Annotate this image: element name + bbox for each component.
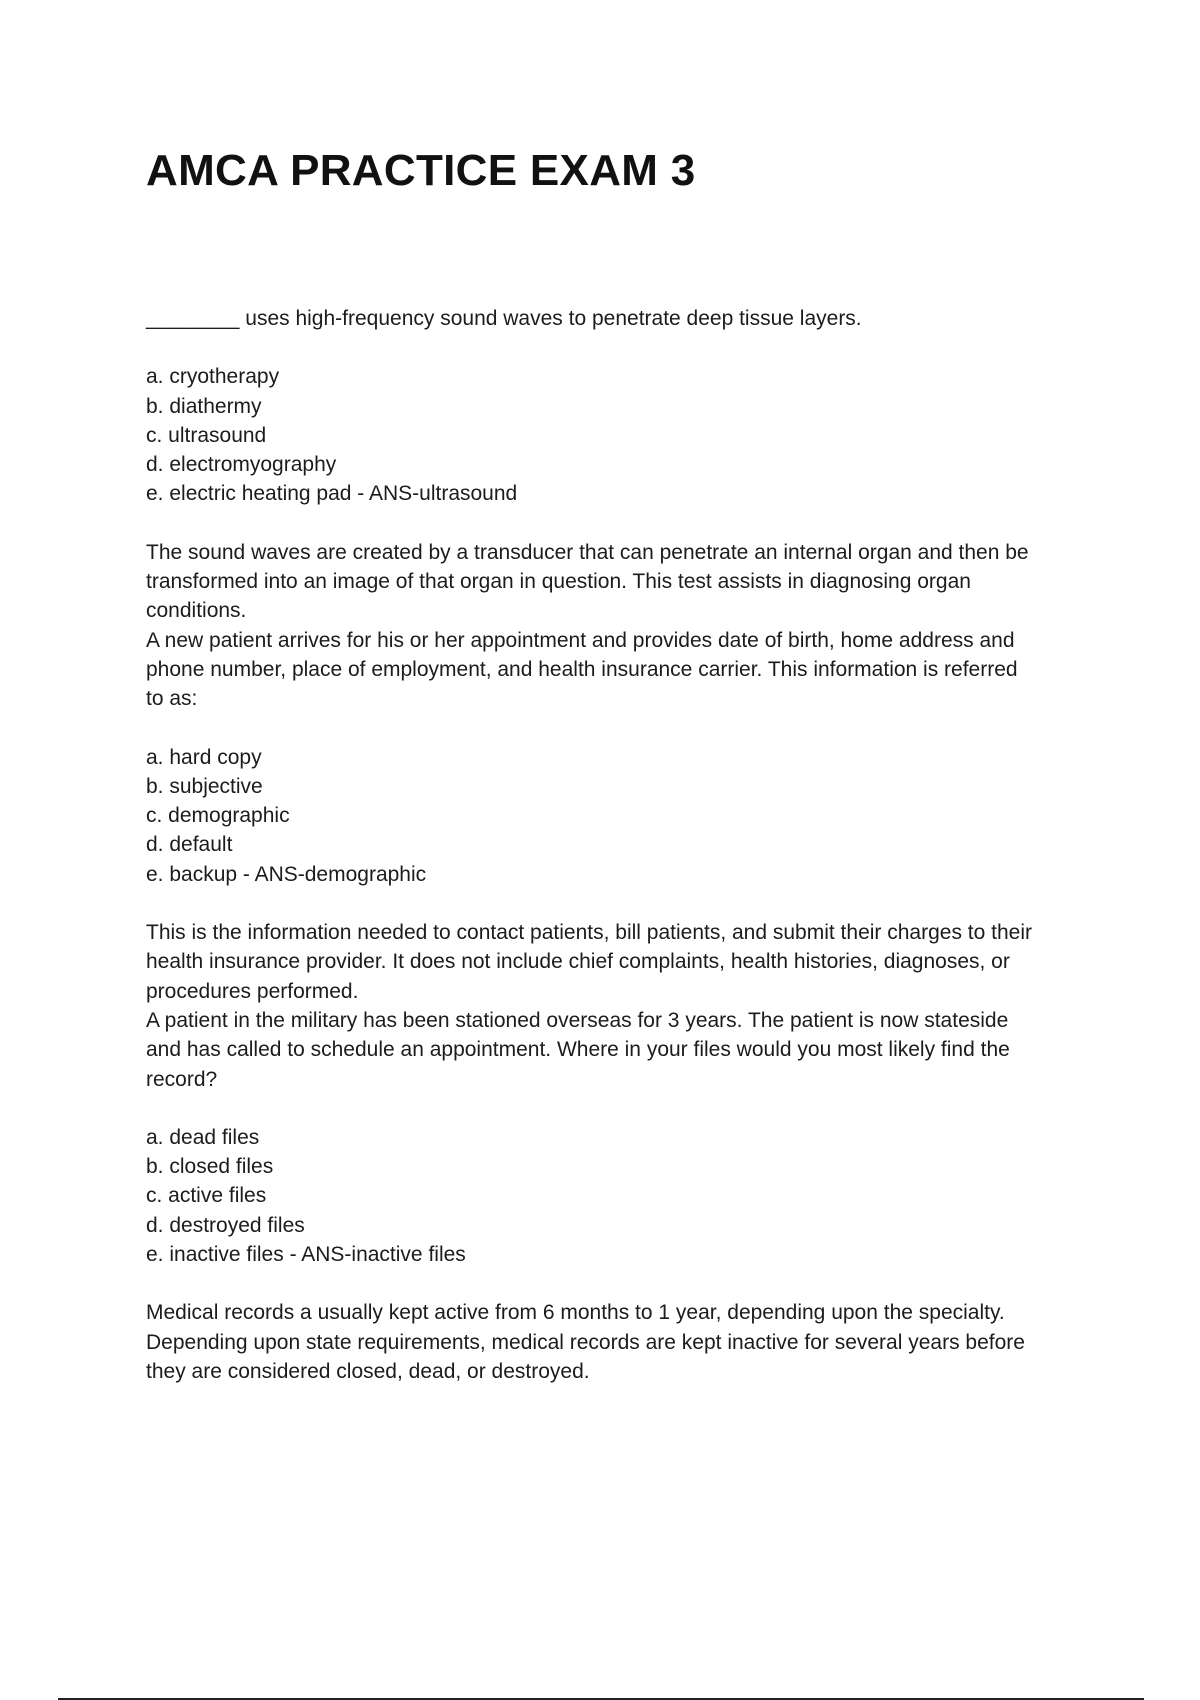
- answer-option: d. electromyography: [146, 453, 337, 477]
- answer-option: c. active files: [146, 1184, 267, 1208]
- explanation-line: conditions.: [146, 599, 247, 623]
- answer-explanation: [146, 1298, 1086, 1386]
- explanation-line: they are considered closed, dead, or destroyed.: [146, 1359, 590, 1383]
- answer-option: a. hard copy: [146, 745, 262, 769]
- explanation-line: This is the information needed to contact patients, bill patients, and submit their charges to their: [146, 921, 1032, 945]
- answer-option: e. inactive files - ANS-inactive files: [146, 1243, 466, 1267]
- answer-option: d. destroyed files: [146, 1213, 305, 1237]
- question-stem-line: and has called to schedule an appointment. Where in your files would you most likely find the: [146, 1038, 1010, 1062]
- question-stem-line: record?: [146, 1067, 218, 1091]
- question-stem-line: A patient in the military has been stationed overseas for 3 years. The patient is now stateside: [146, 1008, 1009, 1032]
- page-title: AMCA PRACTICE EXAM 3: [146, 146, 696, 195]
- explanation-line: transformed into an image of that organ in question. This test assists in diagnosing organ: [146, 570, 971, 594]
- answer-options: [146, 1123, 1086, 1269]
- answer-option: a. dead files: [146, 1125, 260, 1149]
- question-stem: [146, 304, 1086, 333]
- question-stem-line: ________ uses high-frequency sound waves to penetrate deep tissue layers.: [146, 307, 862, 330]
- question-1: [146, 304, 1086, 626]
- answer-option: c. ultrasound: [146, 423, 267, 447]
- question-stem-line: to as:: [146, 687, 198, 711]
- question-3: [146, 1006, 1086, 1386]
- explanation-line: procedures performed.: [146, 979, 359, 1003]
- answer-option: e. backup - ANS-demographic: [146, 862, 427, 886]
- document-body: [146, 304, 1086, 1386]
- question-stem-line: A new patient arrives for his or her appointment and provides date of birth, home address and: [146, 628, 1015, 652]
- explanation-line: The sound waves are created by a transducer that can penetrate an internal organ and then be: [146, 540, 1029, 564]
- answer-options: [146, 743, 1086, 889]
- answer-option: c. demographic: [146, 804, 290, 828]
- answer-option: d. default: [146, 833, 233, 857]
- question-2: [146, 626, 1086, 1006]
- explanation-line: Medical records a usually kept active from 6 months to 1 year, depending upon the specialty.: [146, 1301, 1005, 1325]
- answer-option: b. subjective: [146, 774, 263, 798]
- question-stem: [146, 1006, 1086, 1094]
- question-stem: [146, 626, 1086, 714]
- answer-option: a. cryotherapy: [146, 365, 280, 389]
- answer-options: [146, 362, 1086, 508]
- answer-option: b. diathermy: [146, 394, 262, 418]
- answer-explanation: [146, 918, 1086, 1006]
- explanation-line: health insurance provider. It does not include chief complaints, health histories, diagnoses, or: [146, 950, 1010, 974]
- answer-explanation: [146, 538, 1086, 626]
- answer-option: b. closed files: [146, 1155, 274, 1179]
- answer-option: e. electric heating pad - ANS-ultrasound: [146, 482, 518, 506]
- explanation-line: Depending upon state requirements, medical records are kept inactive for several years before: [146, 1330, 1025, 1354]
- question-stem-line: phone number, place of employment, and health insurance carrier. This information is referred: [146, 657, 1018, 681]
